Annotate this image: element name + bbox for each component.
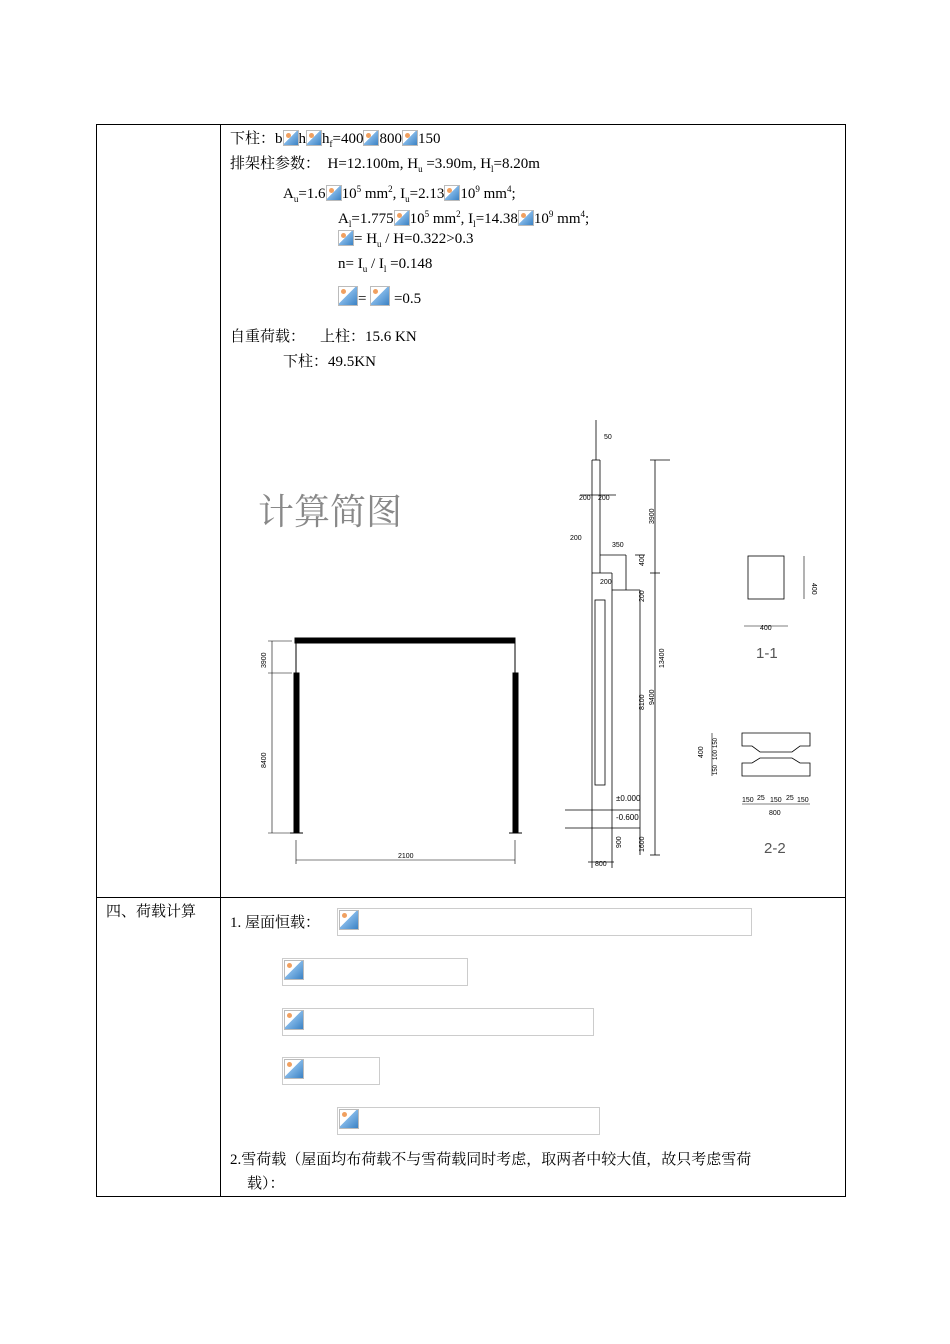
section-2-label: 2-2 [764, 840, 786, 857]
formula-box-5 [337, 1107, 600, 1135]
lambda-formula: = $H_u / H=0.322>0.3$ [338, 230, 473, 253]
frame-dim-upper: 3900 [261, 652, 268, 668]
frame-drawing [268, 638, 522, 864]
lower-section-props: $A_l=1.775$ $10^5$ $mm^2$, $I_l=14.38$ $10^9$ $mm^4$; [338, 209, 590, 229]
formula-image-icon [284, 1010, 304, 1030]
col-dim-e2: 350 [612, 542, 624, 549]
frame-dim-lower: 8400 [261, 752, 268, 768]
formula-image-icon [284, 1059, 304, 1079]
upper-section-props: $A_u=1.6$ $10^5$ $mm^2$, $I_u=2.13$ $10^9$ $mm^4$; [283, 184, 516, 204]
section-2-p2: 25 [757, 795, 765, 802]
col-dim-w2: 200 [598, 495, 610, 502]
formula-box-4 [282, 1057, 380, 1085]
section-2-2 [712, 733, 810, 804]
section-2-height: 400 [698, 746, 705, 758]
section-1-1 [744, 556, 804, 626]
snow-load-label-cont: 载）： [247, 1176, 285, 1192]
col-dim-lower2: 9400 [649, 689, 656, 705]
col-dim-e1: 200 [570, 535, 582, 542]
section-2-width: 800 [769, 810, 781, 817]
col-dim-base-total: 1600 [639, 836, 646, 852]
section-2-h2: 100 [713, 749, 719, 760]
col-dim-lower1: 8100 [639, 694, 646, 710]
col-dim-upper: 3900 [649, 508, 656, 524]
formula-box-3 [282, 1008, 594, 1036]
formula-box-1 [337, 908, 752, 936]
col-dim-w3: 200 [600, 579, 612, 586]
section-1-height: 400 [810, 583, 817, 595]
col-dim-base: 900 [616, 836, 623, 848]
col-dim-base-width: 800 [595, 861, 607, 868]
formula-box-2 [282, 958, 468, 986]
formula-image-icon [339, 1109, 359, 1129]
snow-load-label: 2.雪荷载（屋面均布荷载不与雪荷载同时考虑，取两者中较大值，故只考虑雪荷 [230, 1152, 752, 1168]
self-weight-line: 自重荷载： 上柱：15.6 KN [230, 329, 417, 345]
roof-dead-load-label: 1. 屋面恒载： [230, 915, 321, 931]
col-dim-total: 13400 [659, 648, 666, 668]
section-2-p3: 150 [770, 797, 782, 804]
lower-column-params: 下柱：b h $h_f=400$ 800 150 [230, 131, 441, 149]
frame-dim-span: 2100 [398, 853, 414, 860]
elevation-zero: ±0.000 [616, 794, 641, 803]
formula-image-icon [339, 910, 359, 930]
section-2-p4: 25 [786, 795, 794, 802]
elevation-negative: -0.600 [616, 813, 639, 822]
section-2-p1: 150 [742, 797, 754, 804]
section-2-h3: 150 [713, 764, 719, 775]
self-weight-lower: 下柱：49.5KN [283, 354, 376, 370]
frame-params: 排架柱参数： H=12.100m, $H_u =3.90m$, $H_l=8.20m$ [230, 156, 540, 174]
ratio-formula: = =0.5 [338, 286, 421, 311]
section-1-label: 1-1 [756, 645, 778, 662]
col-dim-bracket: 400 [639, 554, 646, 566]
formula-image-icon [284, 960, 304, 980]
n-formula: $n= I_u / I_l =0.148$ [338, 256, 433, 274]
col-dim-w1: 200 [579, 495, 591, 502]
section-four-label: 四、荷载计算 [106, 904, 197, 920]
col-dim-top: 50 [604, 434, 612, 441]
section-2-p5: 150 [797, 797, 809, 804]
section-1-width: 400 [760, 625, 772, 632]
section-2-h1: 150 [713, 737, 719, 748]
col-dim-gap: 200 [639, 590, 646, 602]
diagram-title: 计算简图 [258, 491, 403, 532]
